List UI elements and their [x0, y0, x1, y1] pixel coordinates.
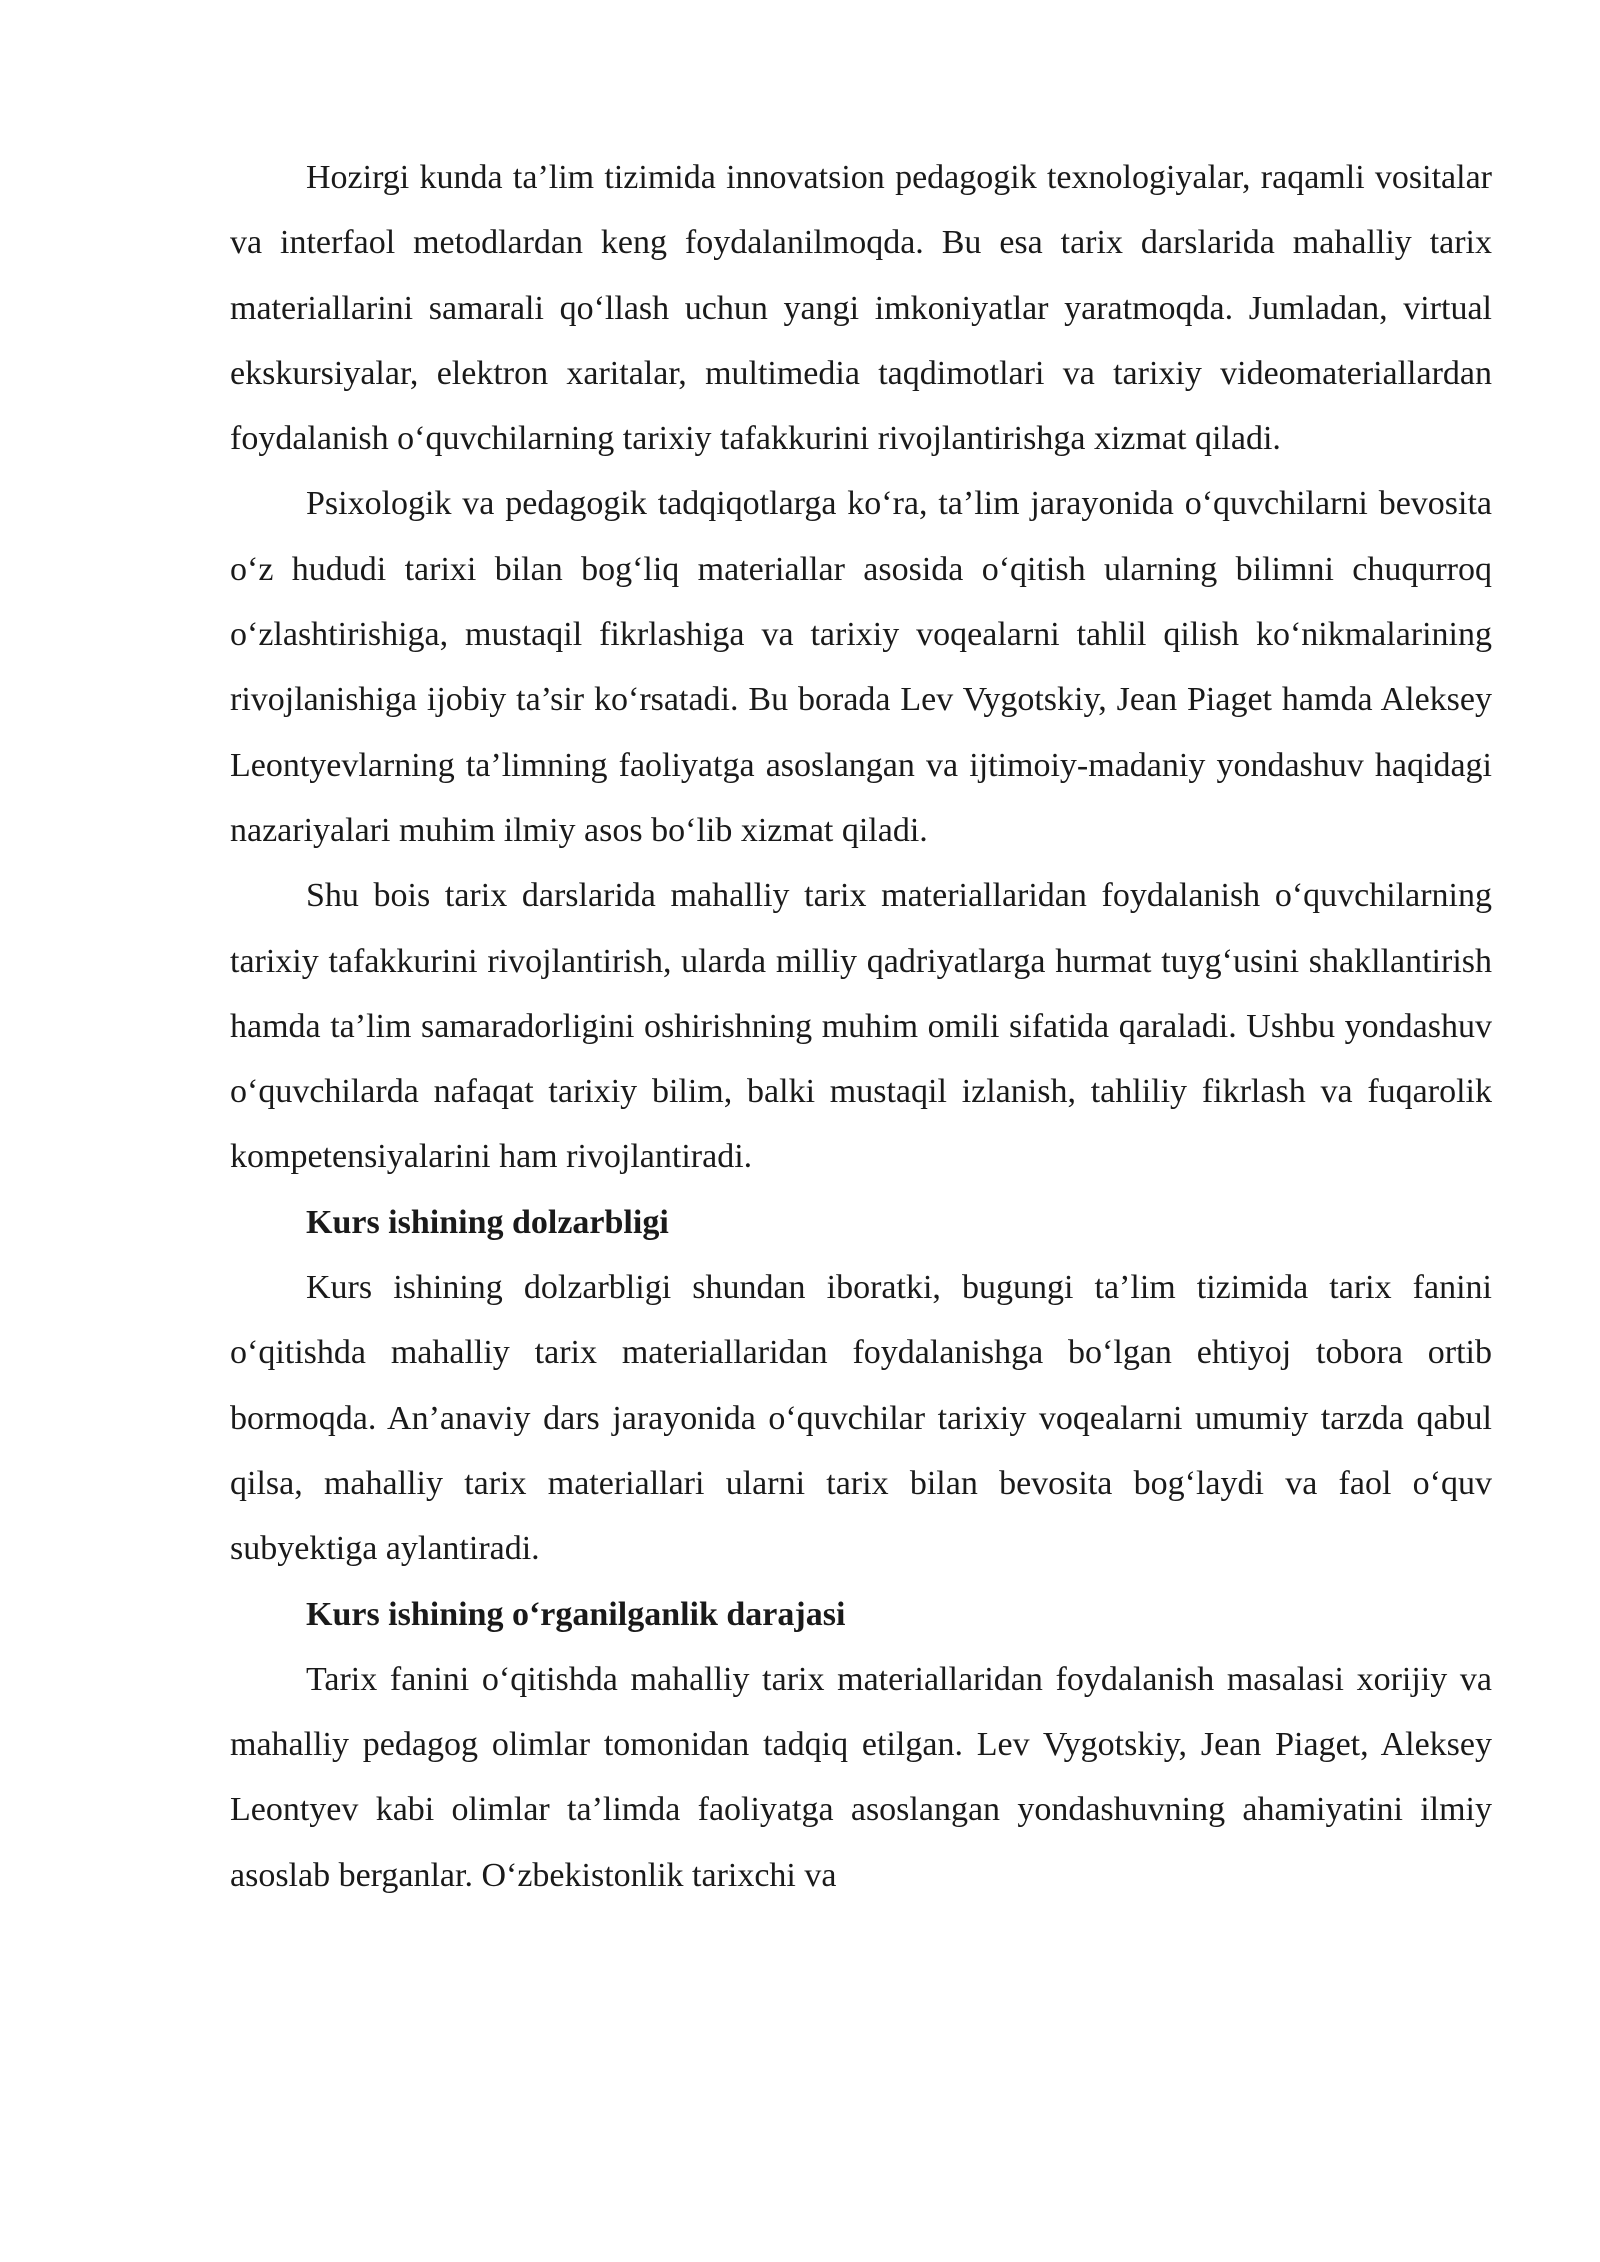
paragraph-innovative-technologies: Hozirgi kunda ta’lim tizimida innovatsion pedagogik texnologiyalar, raqamli vositalar va interfaol metodlardan keng foydalanilmoqda. Bu esa tarix darslarida mahalliy tarix materiallarini samarali qo‘llash uchun yangi imkoniyatlar yaratmoqda. Jumladan, virtual ekskursiyalar, elektron xaritalar, multimedia taqdimotlari va tarixiy videomateriallardan foydalanish o‘quvchilarning tarixiy tafakkurini rivojlantirishga xizmat qiladi. — [230, 159, 1492, 458]
heading-relevance: Kurs ishining dolzarbligi — [306, 1203, 669, 1241]
paragraph-relevance: Kurs ishining dolzarbligi shundan iboratki, bugungi ta’lim tizimida tarix fanini o‘qitishda mahalliy tarix materiallaridan foydalanishga bo‘lgan ehtiyoj tobora ortib bormoqda. An’anaviy dars jarayonida o‘quvchilar tarixiy voqealarni umumiy tarzda qabul qilsa, mahalliy tarix materiallari ularni tarix bilan bevosita bog‘laydi va faol o‘quv subyektiga aylantiradi. — [230, 1269, 1492, 1568]
heading-degree-of-study: Kurs ishining o‘rganilganlik darajasi — [306, 1595, 846, 1633]
paragraph-local-history-importance: Shu bois tarix darslarida mahalliy tarix materiallaridan foydalanish o‘quvchilarning tarixiy tafakkurini rivojlantirish, ularda milliy qadriyatlarga hurmat tuyg‘usini shakllantirish hamda ta’lim samaradorligini oshirishning muhim omili sifatida qaraladi. Ushbu yondashuv o‘quvchilarda nafaqat tarixiy bilim, balki mustaqil izlanish, tahliliy fikrlash va fuqarolik kompetensiyalarini ham rivojlantiradi. — [230, 877, 1492, 1176]
paragraph-psychological-research: Psixologik va pedagogik tadqiqotlarga ko‘ra, ta’lim jarayonida o‘quvchilarni bevosita o‘z hududi tarixi bilan bog‘liq materiallar asosida o‘qitish ularning bilimni chuqurroq o‘zlashtirishiga, mustaqil fikrlashiga va tarixiy voqealarni tahlil qilish ko‘nikmalarining rivojlanishiga ijobiy ta’sir ko‘rsatadi. Bu borada Lev Vygotskiy, Jean Piaget hamda Aleksey Leontyevlarning ta’limning faoliyatga asoslangan va ijtimoiy-madaniy yondashuv haqidagi nazariyalari muhim ilmiy asos bo‘lib xizmat qiladi. — [230, 485, 1492, 849]
paragraph-degree-of-study: Tarix fanini o‘qitishda mahalliy tarix materiallaridan foydalanish masalasi xorijiy va mahalliy pedagog olimlar tomonidan tadqiq etilgan. Lev Vygotskiy, Jean Piaget, Aleksey Leontyev kabi olimlar ta’limda faoliyatga asoslangan yondashuvning ahamiyatini ilmiy asoslab berganlar. O‘zbekistonlik tarixchi va — [230, 1660, 1492, 1894]
document-body — [230, 145, 1492, 1908]
